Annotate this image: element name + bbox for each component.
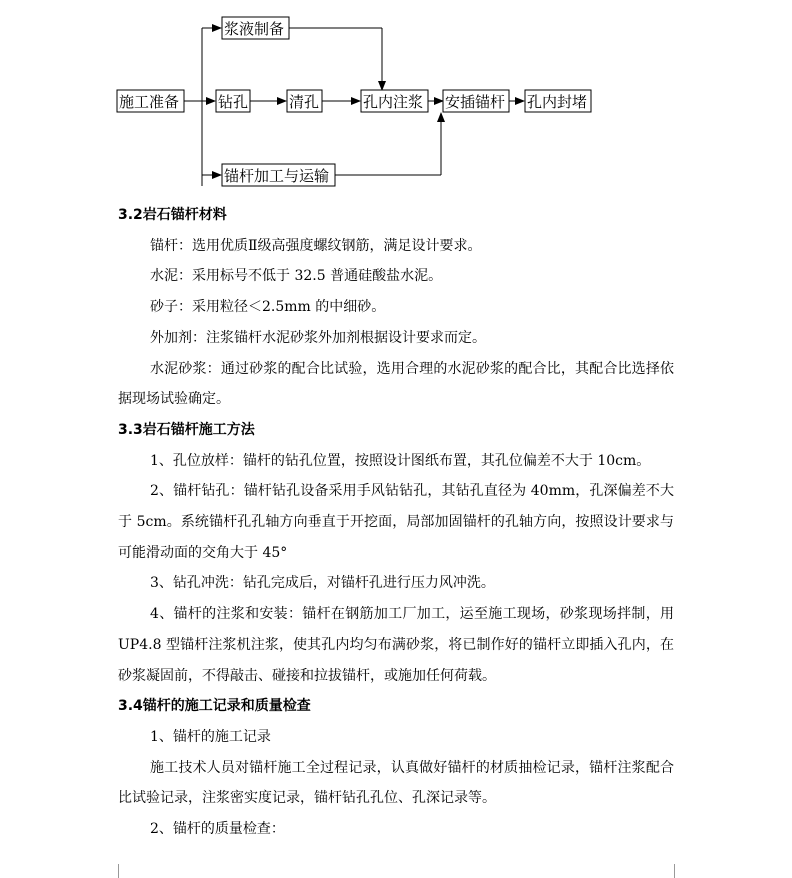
section-methods xyxy=(118,415,674,691)
node-drill-label: 钻孔 xyxy=(218,93,249,111)
node-grout-in xyxy=(361,90,428,112)
paragraph: 外加剂：注浆锚杆水泥砂浆外加剂根据设计要求而定。 xyxy=(150,329,486,346)
document-body xyxy=(118,200,674,845)
node-fab-label: 锚杆加工与运输 xyxy=(224,167,330,185)
node-grout-in-label: 孔内注浆 xyxy=(363,93,424,111)
paragraph: 砂子：采用粒径＜2.5mm 的中细砂。 xyxy=(150,299,386,316)
section-heading: 3.3岩石锚杆施工方法 xyxy=(118,421,255,438)
page-corner-mark-right xyxy=(674,864,697,878)
node-insert-label: 安插锚杆 xyxy=(445,93,506,111)
section-records xyxy=(118,691,674,845)
section-heading: 3.2岩石锚杆材料 xyxy=(118,207,227,223)
paragraph: 水泥：采用标号不低于 32.5 普通硅酸盐水泥。 xyxy=(150,268,443,285)
node-prep xyxy=(117,90,184,112)
section-materials xyxy=(118,200,674,415)
page-corner-mark-left xyxy=(96,864,119,878)
paragraph: 锚杆：选用优质Ⅱ级高强度螺纹钢筋，满足设计要求。 xyxy=(150,237,482,254)
paragraph: 水泥砂浆：通过砂浆的配合比试验，选用合理的水泥砂浆的配合比，其配合比选择依据现场试验确定。 xyxy=(118,360,674,408)
node-clean xyxy=(287,90,322,112)
section-heading: 3.4锚杆的施工记录和质量检查 xyxy=(118,698,311,715)
paragraph: 1、孔位放样：锚杆的钻孔位置，按照设计图纸布置，其孔位偏差不大于 10cm。 xyxy=(150,452,651,469)
node-clean-label: 清孔 xyxy=(289,93,320,111)
paragraph: 施工技术人员对锚杆施工全过程记录，认真做好锚杆的材质抽检记录，锚杆注浆配合比试验记录，注浆密实度记录，锚杆钻孔孔位、孔深记录等。 xyxy=(118,759,674,807)
node-seal-label: 孔内封堵 xyxy=(527,93,588,111)
paragraph: 1、锚杆的施工记录 xyxy=(150,728,271,745)
node-fab xyxy=(222,164,335,186)
node-insert xyxy=(443,90,509,112)
paragraph: 2、锚杆的质量检查： xyxy=(150,821,285,838)
node-grout-make xyxy=(222,17,289,39)
paragraph: 3、钻孔冲洗：钻孔完成后，对锚杆孔进行压力风冲洗。 xyxy=(150,575,495,592)
node-seal xyxy=(525,90,591,112)
paragraph: 2、锚杆钻孔：锚杆钻孔设备采用手风钻钻孔，其钻孔直径为 40mm，孔深偏差不大于 5cm。系统锚杆孔孔轴方向垂直于开挖面，局部加固锚杆的孔轴方向，按照设计要求与可能滑动面的交角大于 45° xyxy=(118,483,674,561)
construction-flowchart xyxy=(0,0,792,200)
node-grout-make-label: 浆液制备 xyxy=(224,20,285,38)
node-prep-label: 施工准备 xyxy=(119,93,180,111)
paragraph: 4、锚杆的注浆和安装：锚杆在钢筋加工厂加工，运至施工现场，砂浆现场拌制，用 UP4.8 型锚杆注浆机注浆，使其孔内均匀布满砂浆，将已制作好的锚杆立即插入孔内，在砂浆凝固前，不得敲击、碰接和拉拔锚杆，或施加任何荷载。 xyxy=(118,606,674,684)
node-drill xyxy=(216,90,250,112)
